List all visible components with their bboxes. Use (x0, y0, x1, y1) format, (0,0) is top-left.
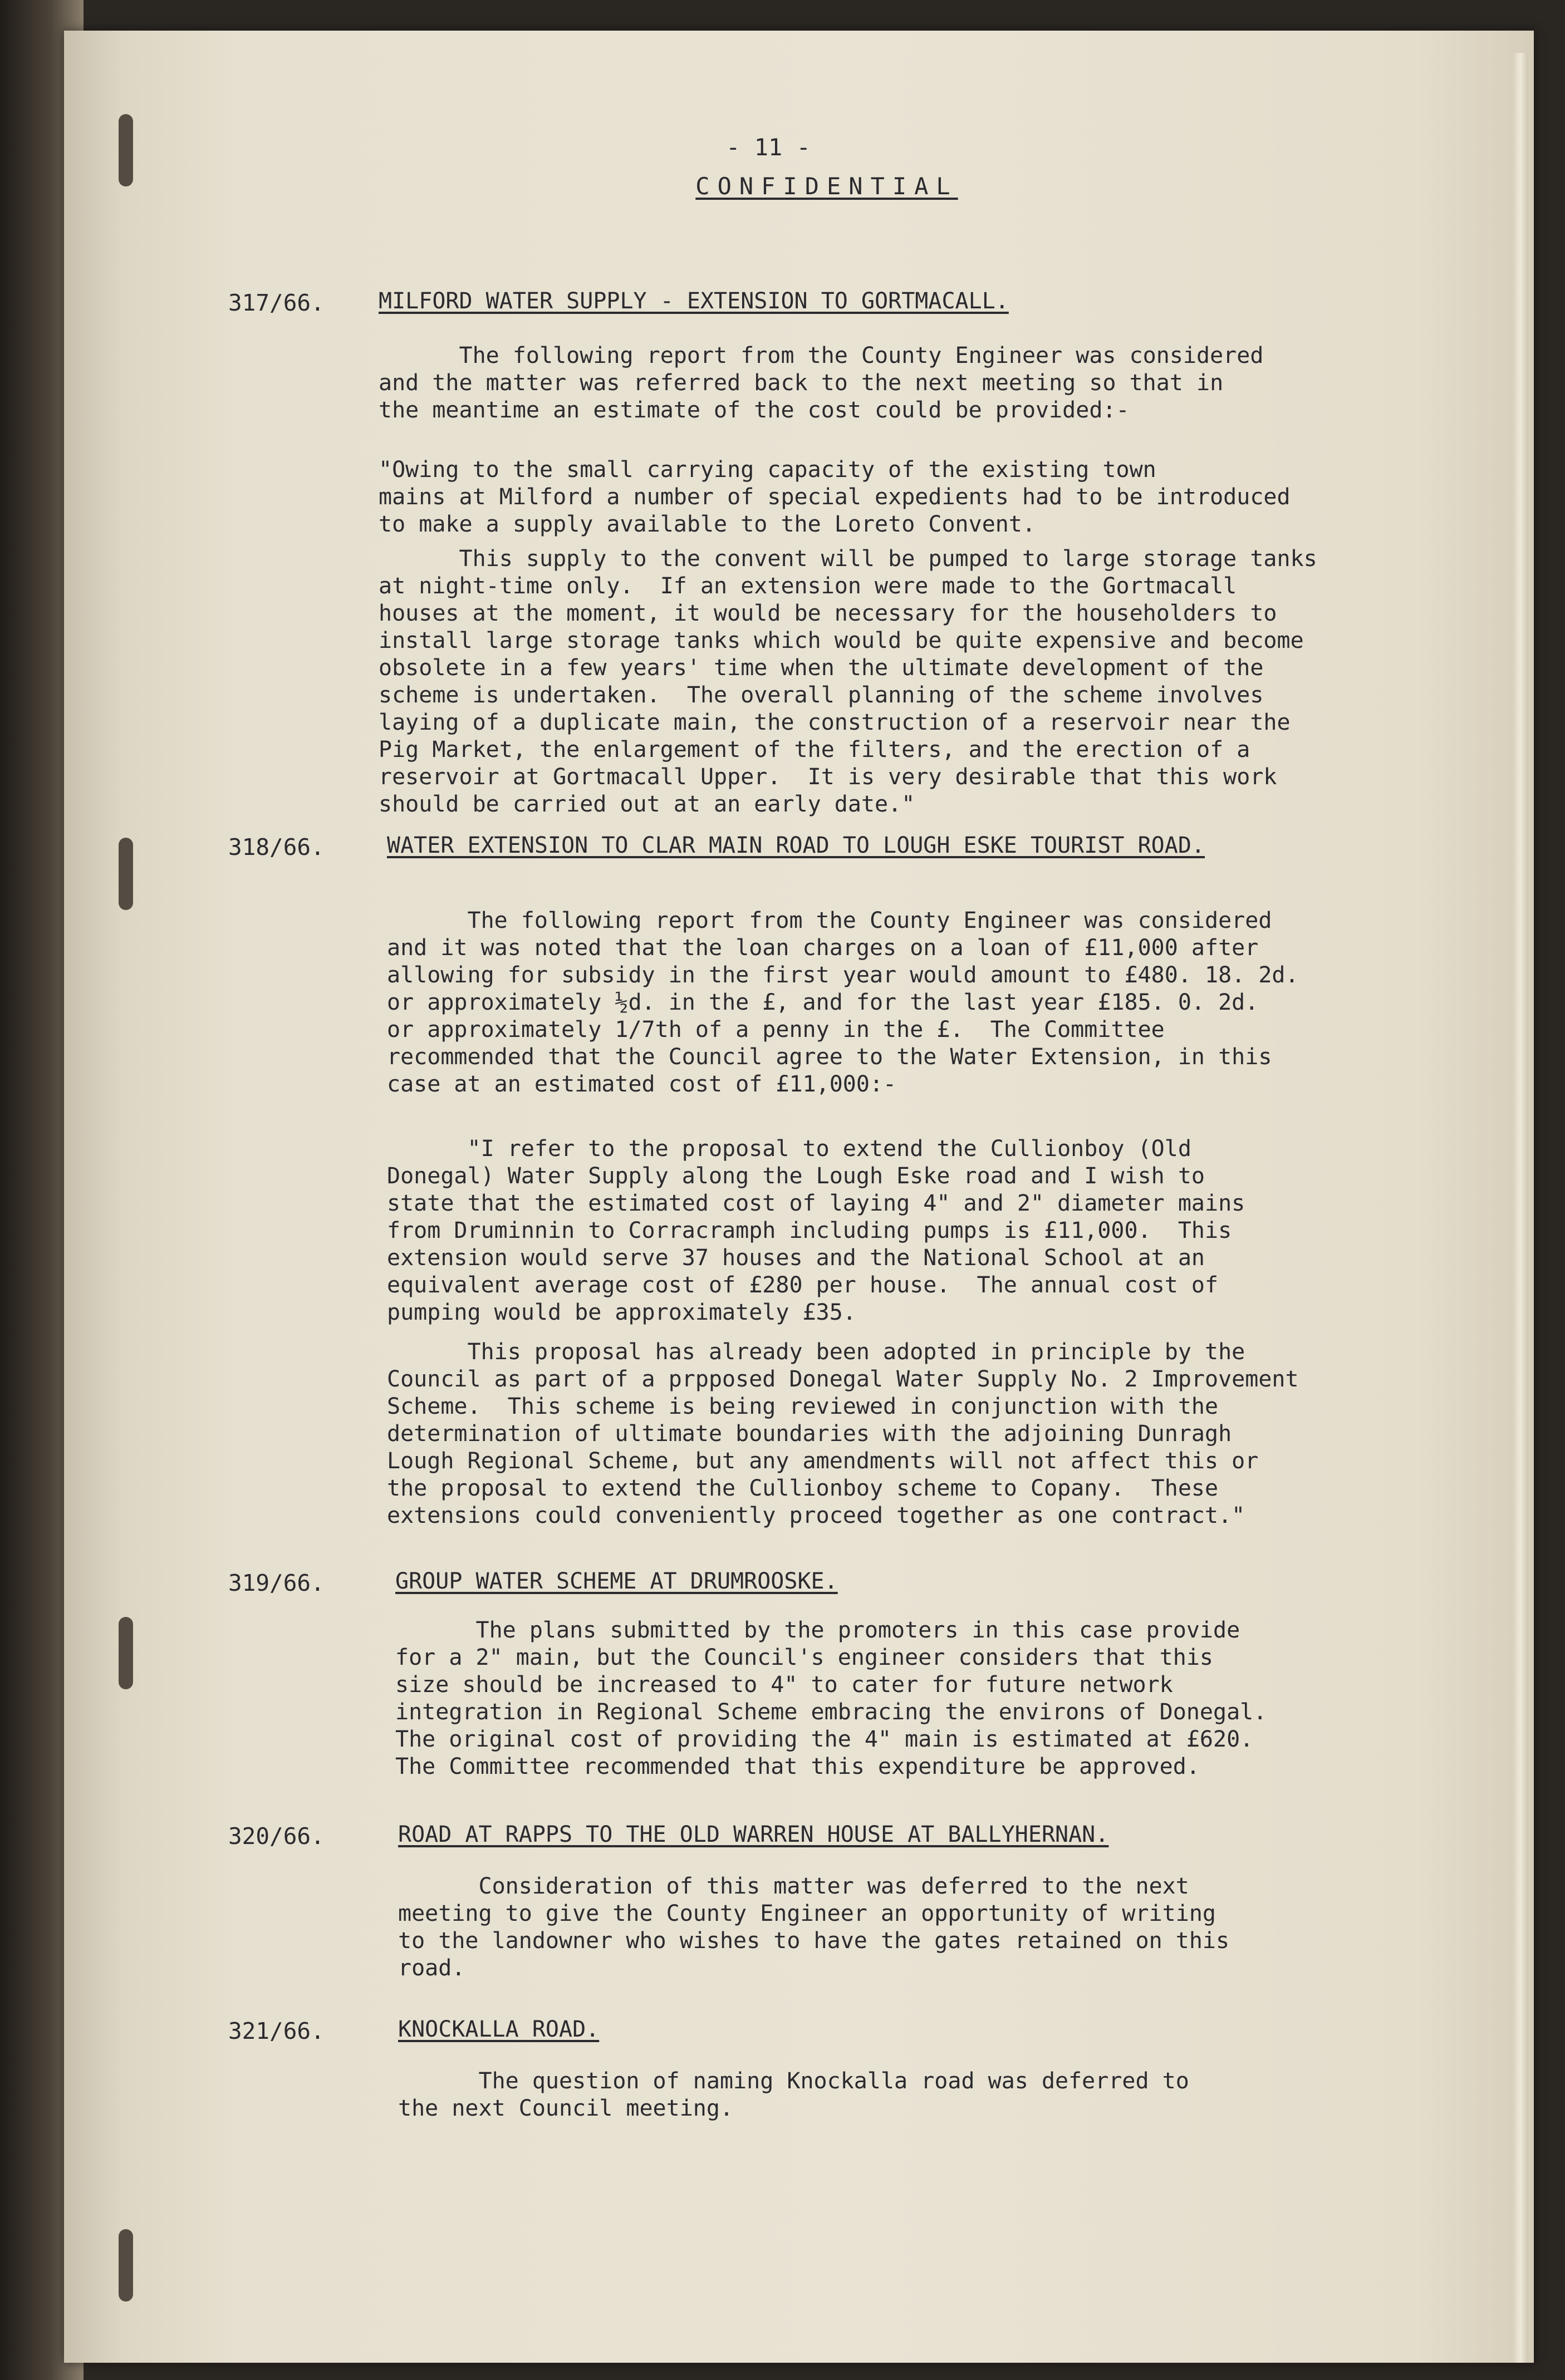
minute-number: 317/66. (228, 289, 325, 316)
minute-number: 318/66. (228, 834, 325, 860)
confidential-heading: CONFIDENTIAL (695, 173, 958, 200)
minute-paragraph: The question of naming Knockalla road was deferred to the next Council meeting. (398, 2068, 1189, 2121)
minute-title: GROUP WATER SCHEME AT DRUMROOSKE. (395, 1568, 838, 1594)
minute-number: 321/66. (228, 2018, 325, 2044)
minute-title: KNOCKALLA ROAD. (398, 2017, 600, 2042)
minute-paragraph: "I refer to the proposal to extend the Cullionboy (Old Donegal) Water Supply along the Lough Eske road and I wish to state that the estimated cost of laying 4" and 2" diameter mains from Druminnin to Corracramph including pumps is £11,000. This extension would serve 37 houses and the National School at an equivalent average cost of £280 per house. The annual cost of pumping would be approximately £35. (387, 1136, 1245, 1325)
minute-title: WATER EXTENSION TO CLAR MAIN ROAD TO LOUGH ESKE TOURIST ROAD. (387, 833, 1205, 858)
minute-paragraph: "Owing to the small carrying capacity of the existing town mains at Milford a number of special expedients had to be introduced to make a supply available to the Loreto Convent. (379, 457, 1291, 537)
minute-paragraph: Consideration of this matter was deferred to the next meeting to give the County Engineer an opportunity of writing to the landowner who wishes to have the gates retained on this road. (398, 1873, 1230, 1981)
document-page (64, 31, 1534, 2363)
binder-hole (119, 2229, 133, 2302)
minute-paragraph: This proposal has already been adopted in principle by the Council as part of a prpposed Donegal Water Supply No. 2 Improvement Scheme. This scheme is being reviewed in conjunction with the determination of ultimate boundaries with the adjoining Dunragh Lough Regional Scheme, but any amendments will not affect this or the proposal to extend the Cullionboy scheme to Copany. These extensions could conveniently proceed together as one contract." (387, 1339, 1299, 1528)
minute-title: ROAD AT RAPPS TO THE OLD WARREN HOUSE AT BALLYHERNAN. (398, 1822, 1109, 1847)
minute-number: 320/66. (228, 1823, 325, 1850)
minute-number: 319/66. (228, 1570, 325, 1596)
binder-hole (119, 838, 133, 910)
page-number: - 11 - (726, 134, 811, 161)
binder-hole (119, 1617, 133, 1689)
minute-paragraph: The following report from the County Engineer was considered and it was noted that the loan charges on a loan of £11,000 after allowing for subsidy in the first year would amount to £480. 18. 2d. or approximately ½d. in the £, and for the last year £185. 0. 2d. or approximately 1/7th of a penny in the £. The Committee recommended that the Council agree to the Water Extension, in this case at an estimated cost of £11,000:- (387, 908, 1299, 1097)
minute-title: MILFORD WATER SUPPLY - EXTENSION TO GORTMACALL. (379, 288, 1009, 314)
minute-paragraph: The plans submitted by the promoters in this case provide for a 2" main, but the Council's engineer considers that this size should be increased to 4" to cater for future network integration in Regional Scheme embracing the environs of Donegal. The original cost of providing the 4" main is estimated at £620. The Committee recommended that this expenditure be approved. (395, 1617, 1267, 1779)
minute-paragraph: The following report from the County Engineer was considered and the matter was referred back to the next meeting so that in the meantime an estimate of the cost could be provided:- (379, 343, 1264, 423)
page-edge (1513, 53, 1528, 2363)
binder-hole (119, 114, 133, 186)
minute-paragraph: This supply to the convent will be pumped to large storage tanks at night-time only. If an extension were made to the Gortmacall houses at the moment, it would be necessary for the householders to install large storage tanks which would be quite expensive and become obsolete in a few years' time when the ultimate development of the scheme is undertaken. The overall planning of the scheme involves laying of a duplicate main, the construction of a reservoir near the Pig Market, the enlargement of the filters, and the erection of a reservoir at Gortmacall Upper. It is very desirable that this work should be carried out at an early date." (379, 546, 1317, 817)
